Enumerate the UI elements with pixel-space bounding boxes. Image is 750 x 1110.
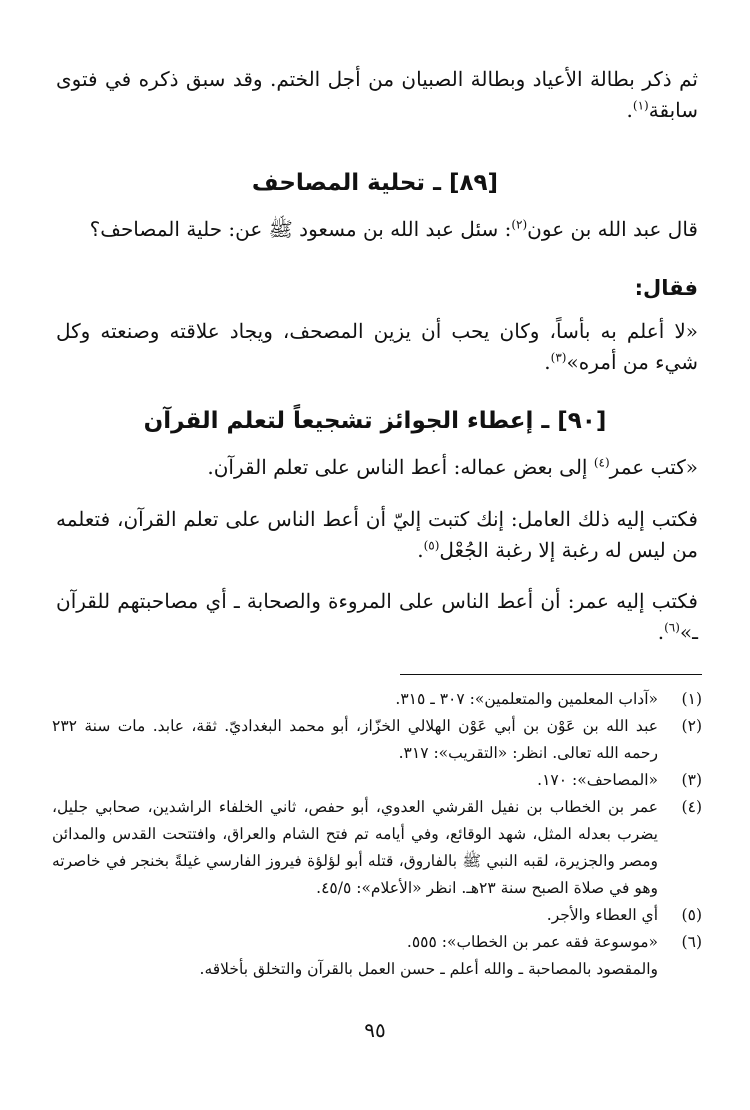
answer-label: فقال: [634,276,698,300]
question-paragraph [56,214,698,245]
footnote-item [52,929,702,956]
footnote-number: (٦) [681,933,702,951]
footnote-text: «المصاحف»: ١٧٠. [537,771,658,789]
footnote-text: أي العطاء والأجر. [546,906,658,924]
footnote-ref-5[interactable]: (٥) [423,538,440,553]
footnote-number: (١) [681,690,702,708]
footnote-item [52,767,702,794]
footnote-item [52,686,702,713]
final-text: فكتب إليه عمر: أن أعط الناس على المروءة والصحابة ـ أي مصاحبتهم للقرآن ـ» [56,589,698,644]
umar-paragraph [56,452,698,483]
intro-paragraph: ثم ذكر بطالة الأعياد وبطالة الصبيان من أجل الختم. وقد سبق ذكره في فتوى سابقة$^{(١)}$. [56,67,698,122]
answer-text: «لا أعلم به بأساً، وكان يحب أن يزين المصحف، ويجاد علاقته وصنعته وكل شيء من أمره» [56,319,698,374]
footnote-text: عمر بن الخطاب بن نفيل القرشي العدوي، أبو حفص، ثاني الخلفاء الراشدين، صحابي جليل، يضرب بعدله المثل، شهد الوقائع، وفي أيامه تم فتح الشام والعراق، وافتتحت القدس والمدائن ومصر والجزيرة، لقبه النبي ﷺ بالفاروق، قتله أبو لؤلؤة فيروز الفارسي غيلةً بخنجر في خاصرته وهو في صلاة الصبح سنة ٢٣هـ. انظر «الأعلام»: ٤٥/٥. [52,798,658,897]
footnote-number: (٣) [681,771,702,789]
page-number: ٩٥ [364,1018,386,1042]
final-paragraph: فكتب إليه عمر: أن أعط الناس على المروءة والصحابة ـ أي مصاحبتهم للقرآن ـ»$^{(٦)}$. [56,589,698,644]
footnote-ref-1[interactable]: (١) [632,98,649,113]
umar-text-b: إلى بعض عماله: أعط الناس على تعلم القرآن. [207,455,594,479]
footnote-item [52,902,702,929]
footnote-divider [400,674,702,675]
section-90-heading: [٩٠] ـ إعطاء الجوائز تشجيعاً لتعلم القرآن [143,408,607,434]
footnote-item [52,713,702,767]
footnote-ref-2[interactable]: (٢) [511,217,528,232]
footnote-ref-4[interactable]: (٤) [593,455,610,470]
intro-text: ثم ذكر بطالة الأعياد وبطالة الصبيان من أجل الختم. وقد سبق ذكره في فتوى سابقة [56,67,698,122]
reply-paragraph: فكتب إليه ذلك العامل: إنك كتبت إليّ أن أعط الناس على تعلم القرآن، فتعلمه من ليس له رغبة إلا رغبة الجُعْل$^{(٥)}$. [56,507,698,562]
footnote-number: (٥) [681,906,702,924]
answer-paragraph: «لا أعلم به بأساً، وكان يحب أن يزين المصحف، ويجاد علاقته وصنعته وكل شيء من أمره»$^{(٣)}$. [56,319,698,374]
footnote-ref-3[interactable]: (٣) [550,350,567,365]
footnote-number: (٤) [681,798,702,816]
footnote-continuation: والمقصود بالمصاحبة ـ والله أعلم ـ حسن العمل بالقرآن والتخلق بأخلاقه. [199,960,658,978]
question-text-b: : سئل عبد الله بن مسعود ﷺ عن: حلية المصاحف؟ [89,217,512,241]
section-89-heading: [٨٩] ـ تحلية المصاحف [251,170,499,196]
footnotes-list [52,686,702,983]
footnote-item [52,794,702,902]
footnote-text: عبد الله بن عَوْن بن أبي عَوْن الهلالي الخزّاز، أبو محمد البغداديّ. ثقة، عابد. مات سنة ٢٣٢ رحمه الله تعالى. انظر: «التقريب»: ٣١٧. [52,717,658,762]
footnote-ref-6[interactable]: (٦) [664,620,680,635]
reply-text: فكتب إليه ذلك العامل: إنك كتبت إليّ أن أعط الناس على تعلم القرآن، فتعلمه من ليس له رغبة إلا رغبة الجُعْل [56,507,698,562]
question-text-a: قال عبد الله بن عون [527,217,698,241]
umar-text-a: «كتب عمر [609,455,698,479]
footnote-text: «موسوعة فقه عمر بن الخطاب»: ٥٥٥. [406,933,658,951]
footnote-number: (٢) [681,717,702,735]
footnote-text: «آداب المعلمين والمتعلمين»: ٣٠٧ ـ ٣١٥. [395,690,658,708]
